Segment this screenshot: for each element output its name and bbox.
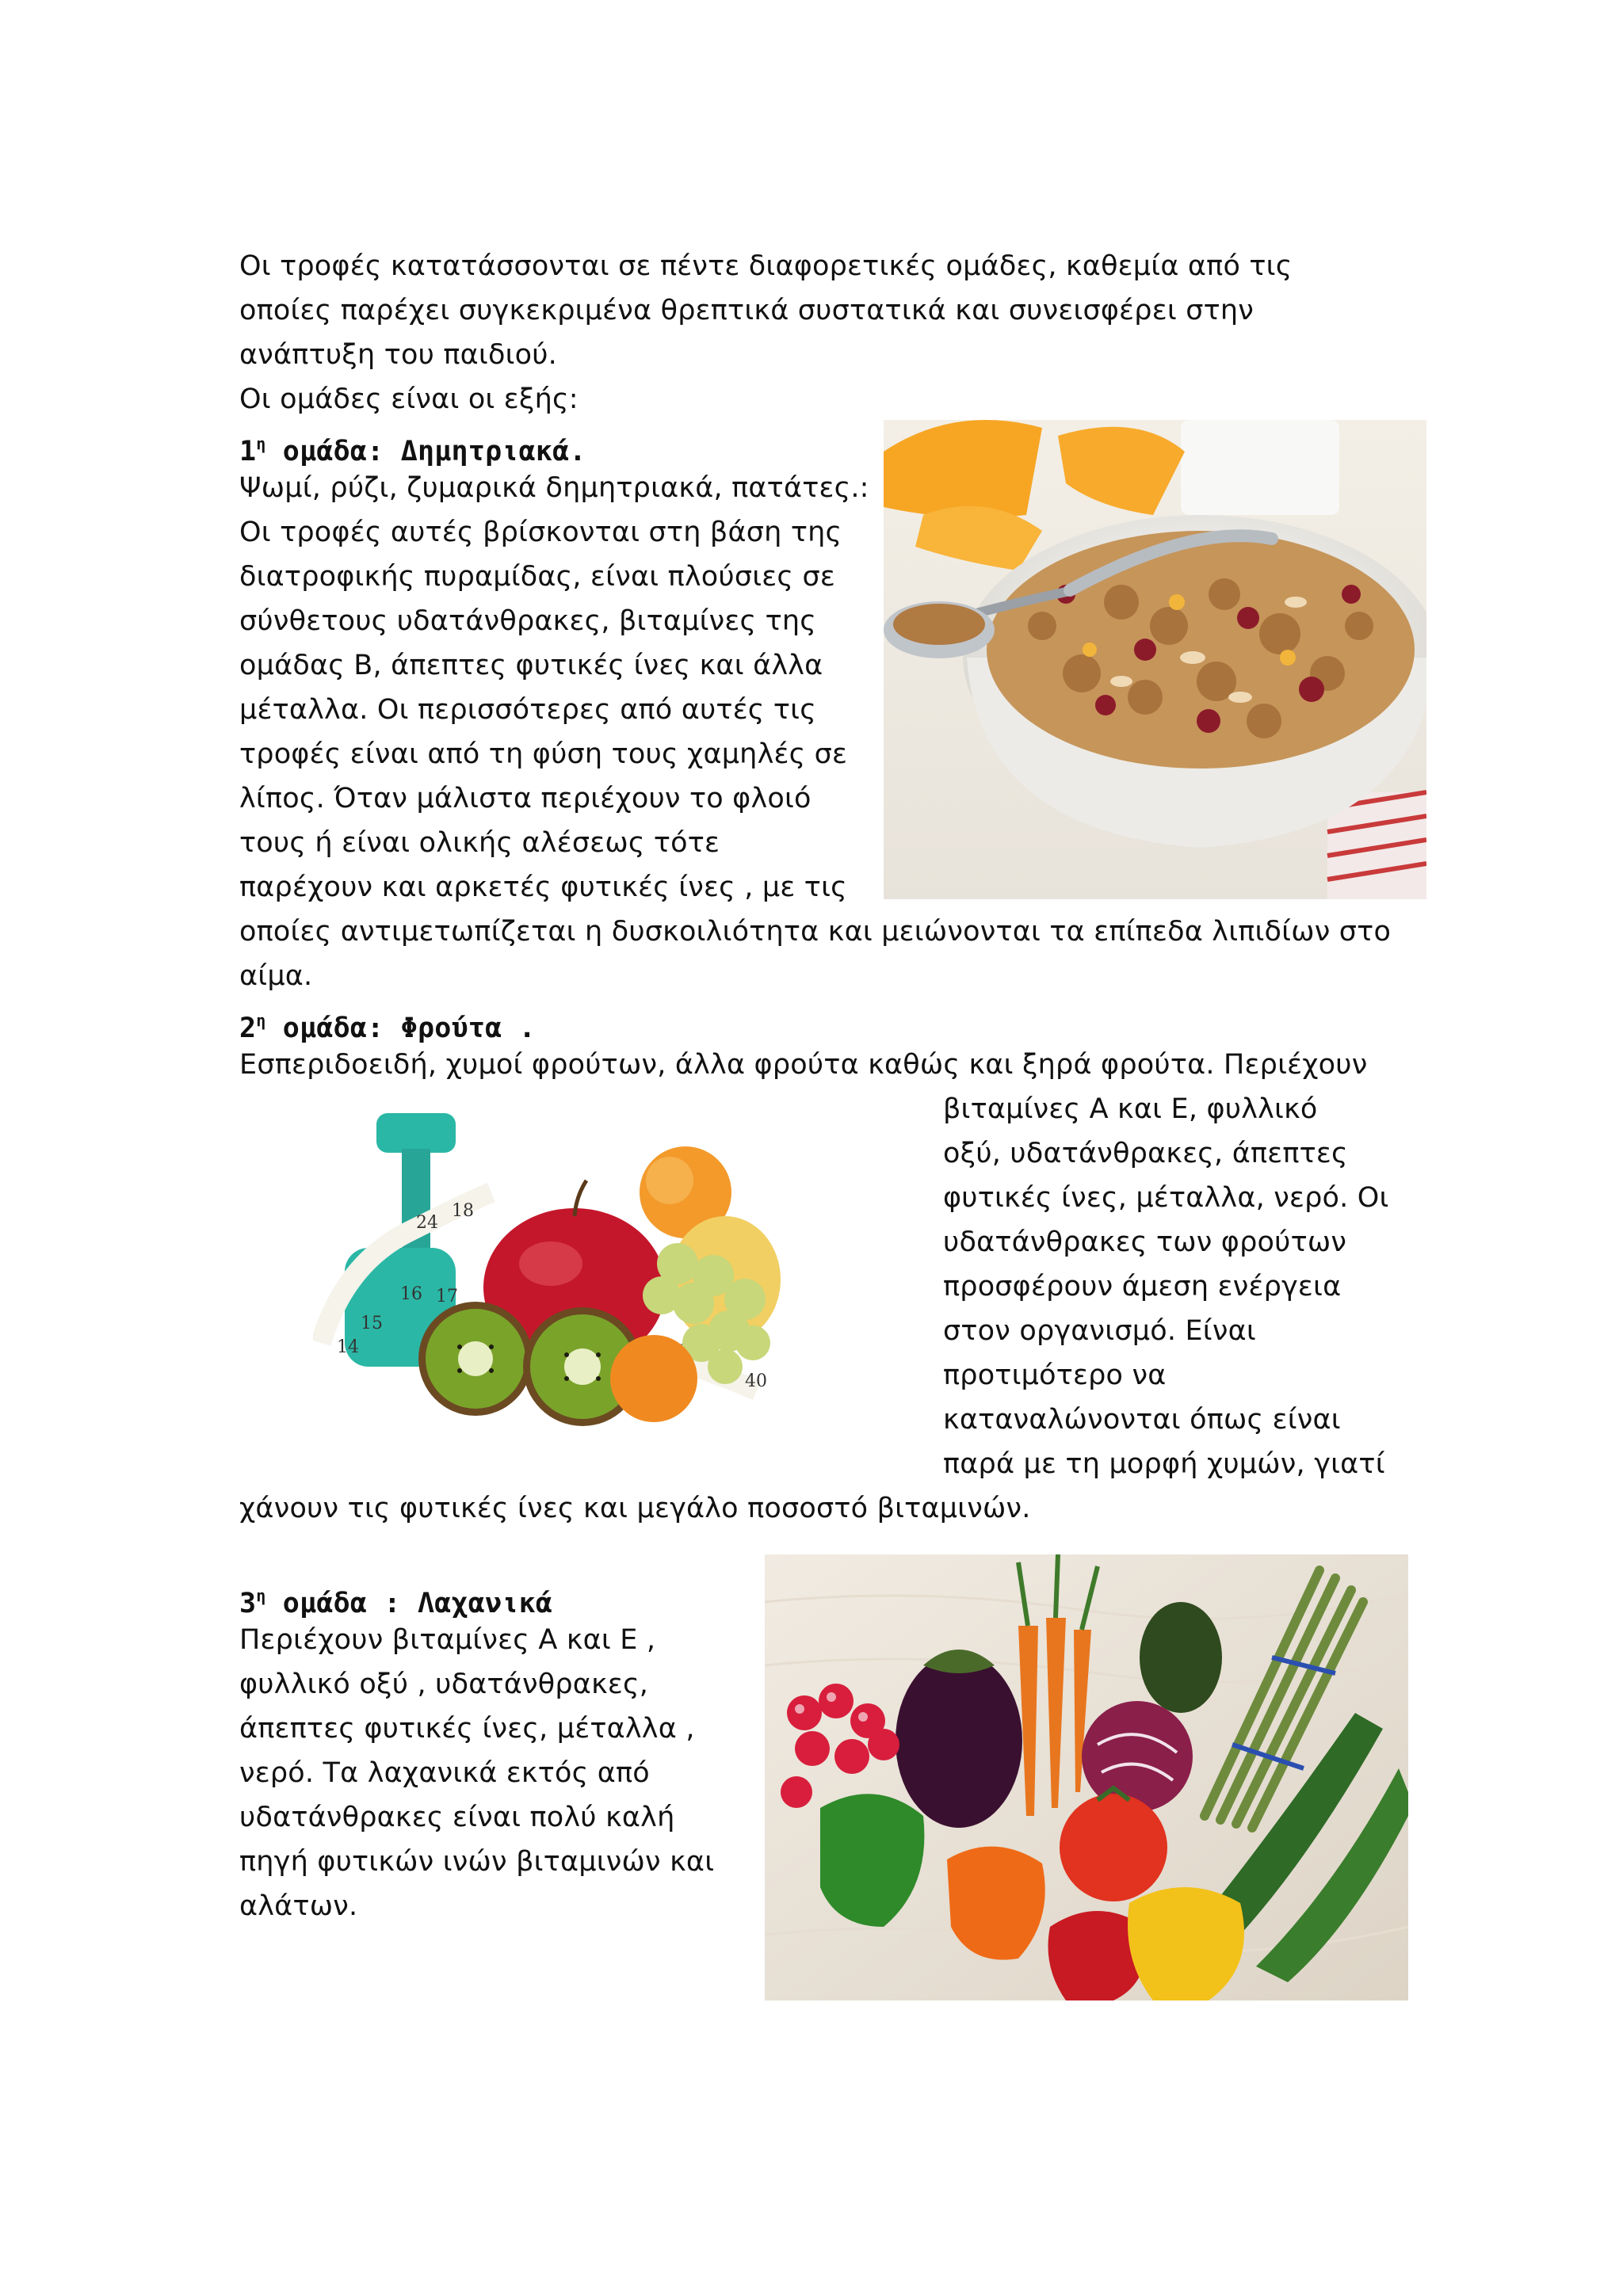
tape-number: 14 [337, 1337, 359, 1357]
tape-number: 18 [452, 1201, 474, 1221]
tape-number: 24 [416, 1213, 438, 1233]
group3-line: Περιέχουν βιταμίνες Α και Ε , [239, 1624, 656, 1656]
tape-number: 40 [745, 1371, 767, 1391]
tape-number: 16 [400, 1284, 422, 1304]
intro-line-2: οποίες παρέχει συγκεκριμένα θρεπτικά συστατικά και συνεισφέρει στην [239, 295, 1254, 326]
tape-number: 15 [361, 1314, 383, 1333]
group1-line: παρέχουν και αρκετές φυτικές ίνες , με τις [239, 871, 847, 903]
group3-line: άπεπτες φυτικές ίνες, μέταλλα , [239, 1713, 695, 1745]
intro-line-3: ανάπτυξη του παιδιού. [239, 339, 558, 371]
group2-line: υδατάνθρακες των φρούτων [943, 1226, 1347, 1258]
group3-line: αλάτων. [239, 1890, 358, 1922]
group2-line: προσφέρουν άμεση ενέργεια [943, 1271, 1342, 1302]
group2-line: προτιμότερο να [943, 1360, 1167, 1391]
group3-line: νερό. Τα λαχανικά εκτός από [239, 1757, 650, 1789]
group2-line: παρά με τη μορφή χυμών, γιατί [943, 1448, 1385, 1480]
group2-line: στον οργανισμό. Είναι [943, 1315, 1256, 1347]
group1-line: διατροφικής πυραμίδας, είναι πλούσιες σε [239, 561, 835, 593]
group1-line: σύνθετους υδατάνθρακες, βιταμίνες της [239, 605, 816, 637]
tape-number: 17 [436, 1287, 458, 1306]
group1-line: ομάδας Β, άπεπτες φυτικές ίνες και άλλα [239, 650, 823, 681]
group1-title: ομάδα: Δημητριακά. [265, 436, 586, 467]
group1-line: αίμα. [239, 960, 313, 992]
group1-line: Οι τροφές αυτές βρίσκονται στη βάση της [239, 517, 842, 548]
fruits-dumbbell-image [313, 1105, 836, 1438]
group2-last-line: χάνουν τις φυτικές ίνες και μεγάλο ποσοστό βιταμινών. [239, 1493, 1031, 1524]
group1-superscript: η [256, 434, 266, 453]
group2-superscript: η [256, 1011, 266, 1030]
group2-title: ομάδα: Φρούτα . [265, 1013, 536, 1044]
vegetables-image [765, 1554, 1408, 2000]
group2-line: καταναλώνονται όπως είναι [943, 1404, 1341, 1436]
group1-line: μέταλλα. Οι περισσότερες από αυτές τις [239, 694, 816, 726]
intro-line-4: Οι ομάδες είναι οι εξής: [239, 383, 579, 415]
group1-line: οποίες αντιμετωπίζεται η δυσκοιλιότητα και μειώνονται τα επίπεδα λιπιδίων στο [239, 916, 1392, 948]
group2-line: φυτικές ίνες, μέταλλα, νερό. Οι [943, 1182, 1389, 1214]
group3-line: πηγή φυτικών ινών βιταμινών και [239, 1846, 715, 1878]
group2-first-line: Εσπεριδοειδή, χυμοί φρούτων, άλλα φρούτα καθώς και ξηρά φρούτα. Περιέχουν [239, 1049, 1368, 1081]
group1-line: τους ή είναι ολικής αλέσεως τότε [239, 827, 720, 859]
group1-line: Ψωμί, ρύζι, ζυμαρικά δημητριακά, πατάτες.: [239, 472, 869, 504]
group3-superscript: η [256, 1586, 266, 1605]
group2-line: βιταμίνες Α και Ε, φυλλικό [943, 1093, 1318, 1125]
intro-line-1: Οι τροφές κατατάσσονται σε πέντε διαφορετικές ομάδες, καθεμία από τις [239, 250, 1293, 282]
group3-line: φυλλικό οξύ , υδατάνθρακες, [239, 1669, 649, 1700]
group2-line: οξύ, υδατάνθρακες, άπεπτες [943, 1138, 1348, 1169]
group3-title: ομάδα : Λαχανικά [265, 1588, 553, 1619]
group1-number: 1 [239, 436, 257, 467]
group1-line: λίπος. Όταν μάλιστα περιέχουν το φλοιό [239, 783, 812, 814]
group3-line: υδατάνθρακες είναι πολύ καλή [239, 1802, 675, 1833]
cereal-bowl-image [884, 420, 1426, 899]
group2-number: 2 [239, 1013, 257, 1044]
group3-number: 3 [239, 1588, 257, 1619]
group1-line: τροφές είναι από τη φύση τους χαμηλές σε [239, 738, 848, 770]
